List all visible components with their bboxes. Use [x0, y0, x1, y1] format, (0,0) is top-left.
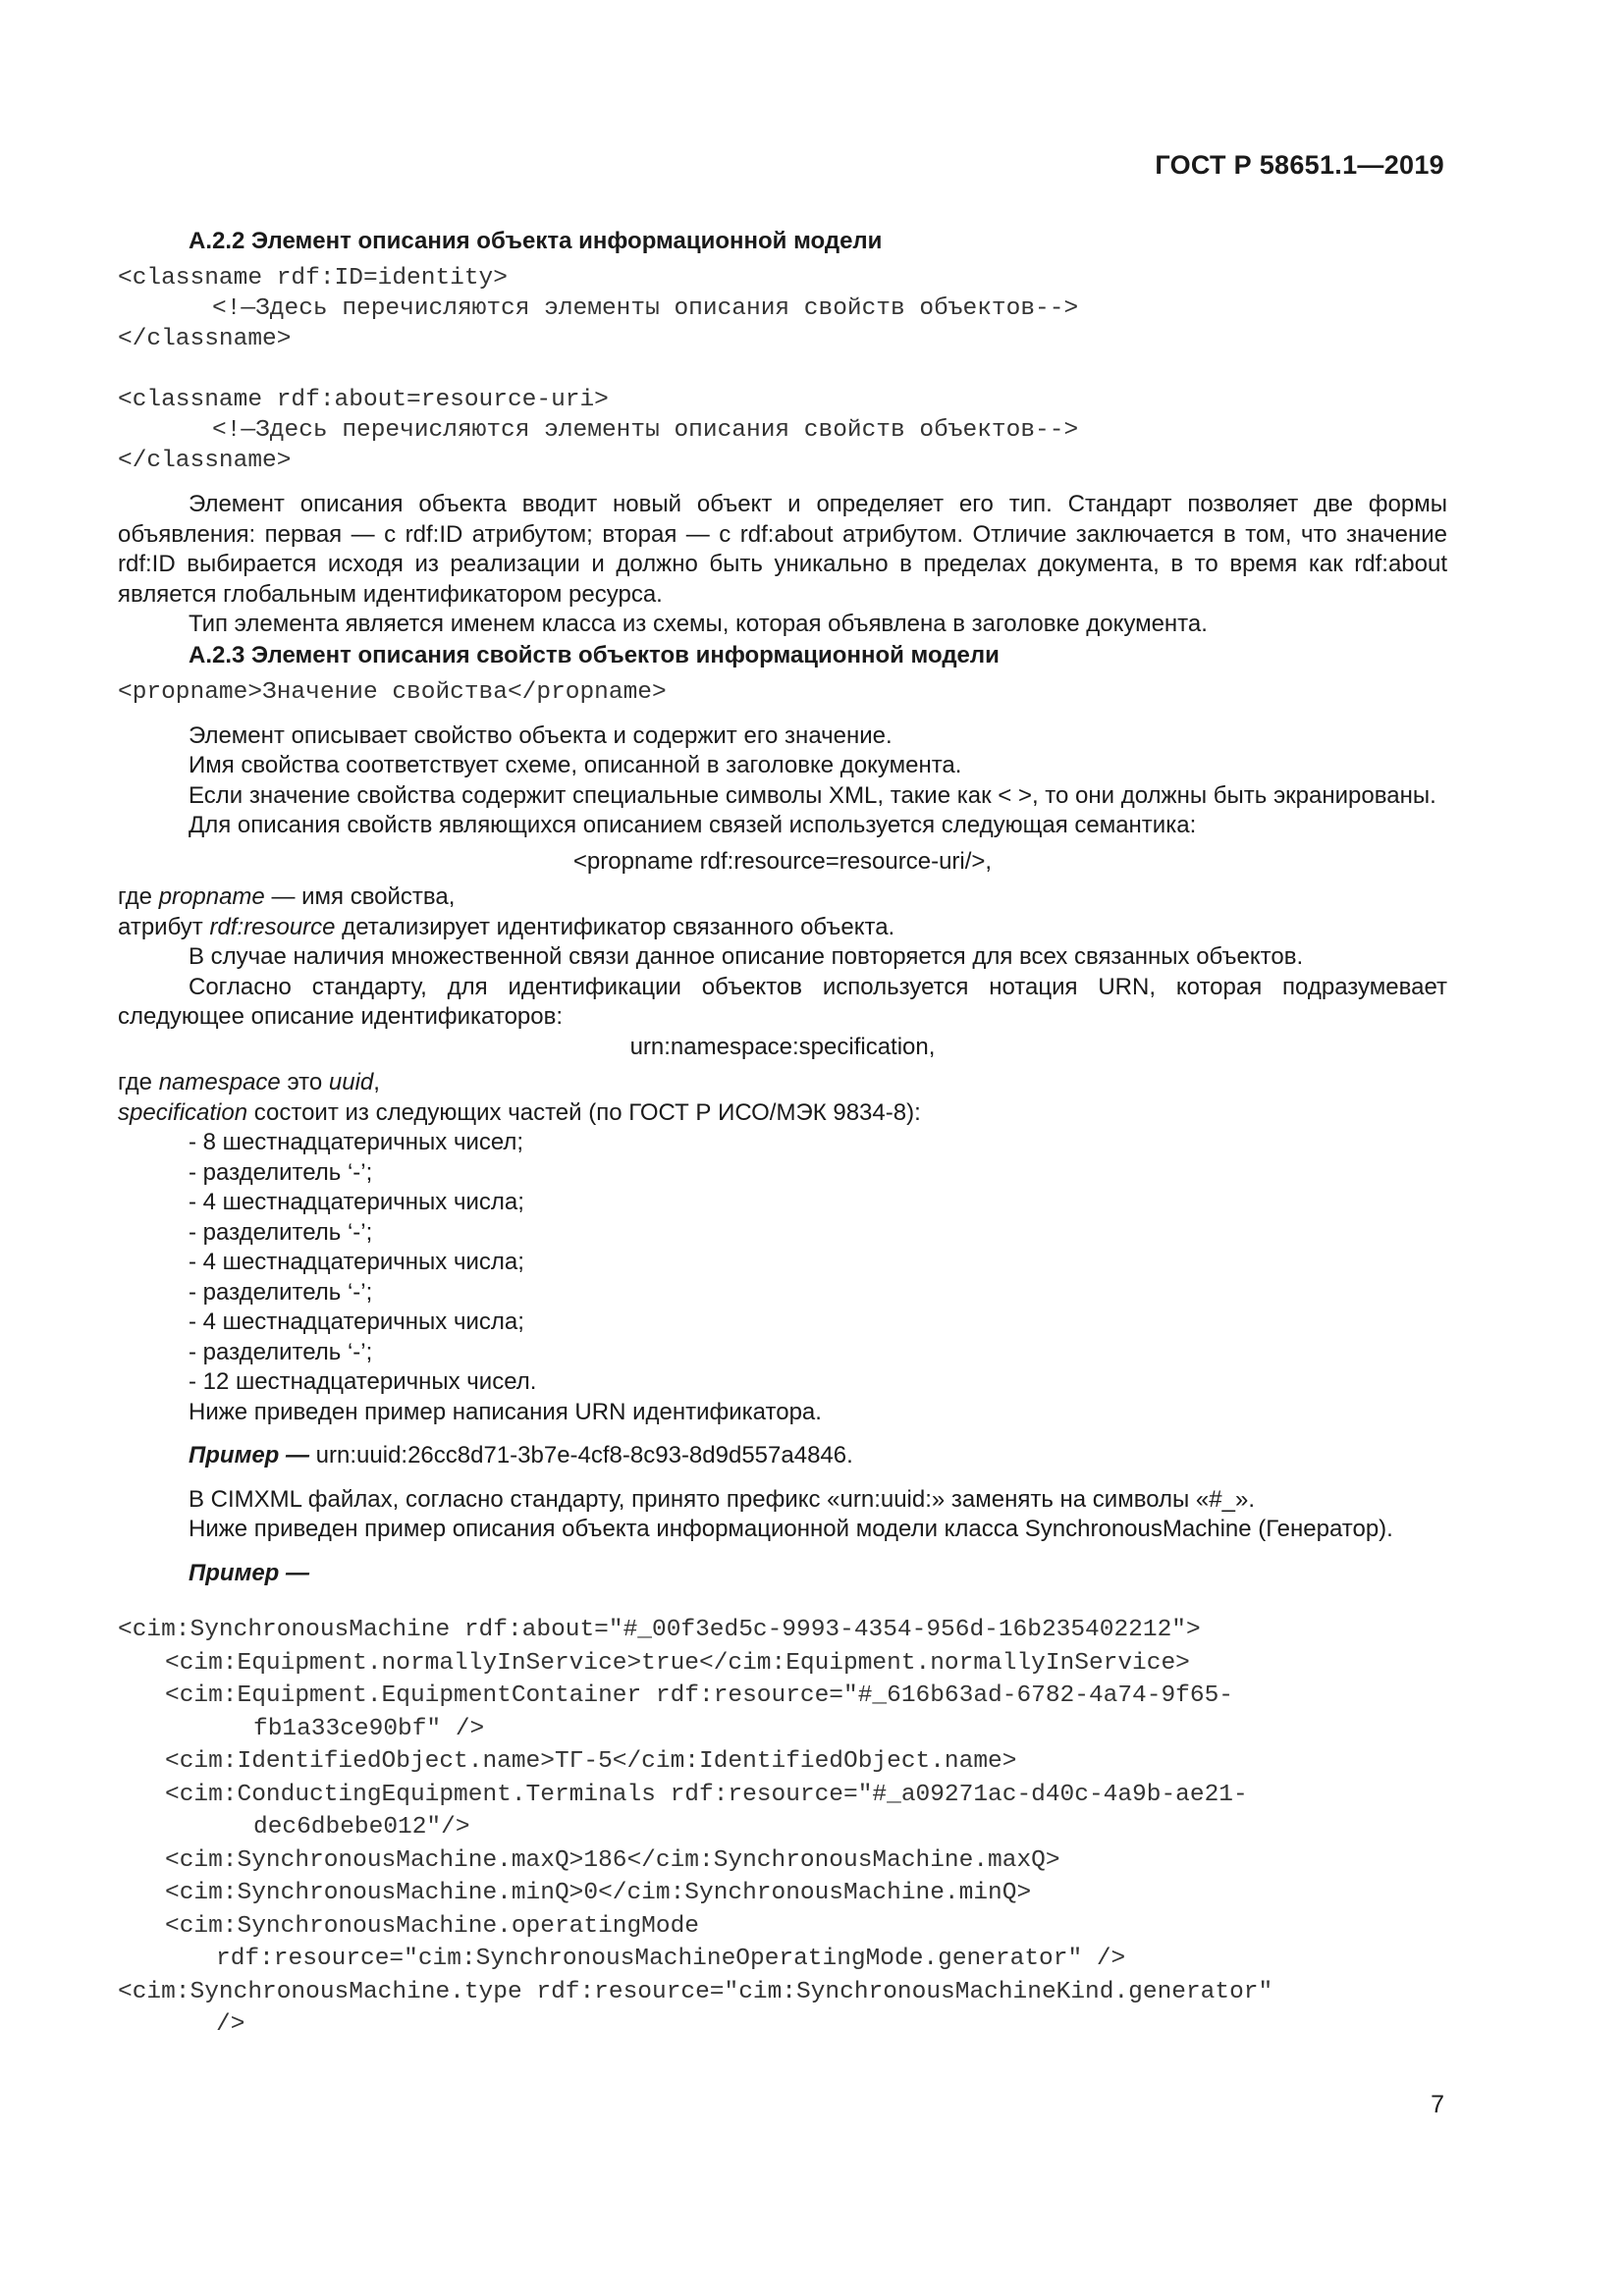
example-urn [118, 1441, 1447, 1471]
list-item: - 4 шестнадцатеричных числа; [189, 1249, 524, 1275]
code-line: <classname rdf:ID=identity> [118, 265, 508, 292]
example-label: Пример — [189, 1559, 310, 1586]
page-number: 7 [1431, 2091, 1444, 2118]
term: namespace [158, 1069, 281, 1095]
text: состоит из следующих частей (по ГОСТ Р ИСО/МЭК 9834-8): [247, 1098, 921, 1126]
paragraph: Тип элемента является именем класса из схемы, которая объявлена в заголовке документа. [189, 611, 1208, 637]
where-clause [118, 882, 1447, 913]
list-item: - разделитель ‘-’; [189, 1278, 373, 1306]
page-content [118, 226, 1447, 2042]
where-clause [118, 913, 1447, 943]
uuid-parts-list [118, 1128, 1447, 1398]
list-item: - 4 шестнадцатеричных числа; [189, 1308, 524, 1335]
xml-line: /> [216, 2011, 245, 2038]
xml-example [118, 1614, 1447, 2042]
text: атрибут [118, 913, 210, 940]
xml-line: <cim:Equipment.normallyInService>true</cim:Equipment.normallyInService> [165, 1649, 1190, 1677]
list-item: - разделитель ‘-’; [189, 1218, 373, 1246]
text: — имя свойства, [264, 883, 456, 910]
code-line: <!—Здесь перечисляются элементы описания свойств объектов--> [212, 295, 1079, 322]
section-a23-heading: А.2.3 Элемент описания свойств объектов информационной модели [189, 641, 1000, 668]
list-item: - разделитель ‘-’; [189, 1338, 373, 1365]
where-clause [118, 1068, 1447, 1098]
example-label: Пример — [189, 1442, 310, 1468]
paragraph: Если значение свойства содержит специальные символы XML, такие как < >, то они должны быть экранированы. [189, 781, 1436, 809]
list-item: - 12 шестнадцатеричных чисел. [189, 1368, 537, 1395]
paragraph: Для описания свойств являющихся описанием связей используется следующая семантика: [189, 812, 1197, 838]
section-a22-heading: А.2.2 Элемент описания объекта информационной модели [189, 228, 883, 254]
example-text: urn:uuid:26cc8d71-3b7e-4cf8-8c93-8d9d557a4846. [309, 1442, 853, 1468]
xml-line: fb1a33ce90bf" /> [253, 1715, 485, 1742]
text: где [118, 1069, 159, 1095]
code-block-rdf-id [118, 263, 1447, 354]
code-propname: <propname>Значение свойства</propname> [118, 678, 667, 706]
paragraph: Элемент описания объекта вводит новый объект и определяет его тип. Стандарт позволяет две формы объявления: первая — с rdf:ID атрибутом; вторая — с rdf:about атрибутом. Отличие заключается в том, что значение rdf:ID выбирается исходя из реализации и должно быть уникально в пределах документа, в то время как rdf:about является глобальным идентификатором ресурса. [118, 491, 1447, 608]
formula-propname-resource: <propname rdf:resource=resource-uri/>, [572, 847, 993, 875]
xml-line: <cim:SynchronousMachine.maxQ>186</cim:SynchronousMachine.maxQ> [165, 1846, 1060, 1874]
text: это [280, 1069, 329, 1095]
term: rdf:resource [209, 913, 336, 940]
text: детализирует идентификатор связанного объекта. [335, 913, 895, 940]
standard-header: ГОСТ Р 58651.1—2019 [1155, 150, 1444, 180]
code-line: <classname rdf:about=resource-uri> [118, 387, 609, 413]
paragraph: Согласно стандарту, для идентификации объектов используется нотация URN, которая подразумевает следующее описание идентификаторов: [118, 973, 1447, 1030]
code-block-rdf-about [118, 385, 1447, 476]
list-item: - 4 шестнадцатеричных числа; [189, 1189, 524, 1215]
code-line: <!—Здесь перечисляются элементы описания свойств объектов--> [212, 417, 1079, 444]
xml-line: <cim:SynchronousMachine.minQ>0</cim:SynchronousMachine.minQ> [165, 1880, 1032, 1906]
xml-line: dec6dbebe012"/> [253, 1814, 470, 1841]
paragraph: Ниже приведен пример написания URN идентификатора. [189, 1398, 822, 1425]
paragraph: В CIMXML файлах, согласно стандарту, принято префикс «urn:uuid:» заменять на символы «#_». [189, 1485, 1255, 1513]
term: uuid [328, 1069, 374, 1095]
xml-line: <cim:ConductingEquipment.Terminals rdf:resource="#_a09271ac-d40c-4a9b-ae21- [165, 1781, 1248, 1808]
text: где [118, 883, 159, 910]
xml-line: rdf:resource="cim:SynchronousMachineOperatingMode.generator" /> [216, 1946, 1126, 1972]
list-item: - 8 шестнадцатеричных чисел; [189, 1129, 524, 1155]
code-line: </classname> [118, 326, 292, 352]
term: specification [118, 1098, 248, 1126]
formula-urn: urn:namespace:specification, [629, 1033, 936, 1060]
paragraph: В случае наличия множественной связи данное описание повторяется для всех связанных объектов. [189, 943, 1304, 970]
xml-line: <cim:Equipment.EquipmentContainer rdf:resource="#_616b63ad-6782-4a74-9f65- [165, 1682, 1233, 1709]
xml-line: <cim:SynchronousMachine rdf:about="#_00f3ed5c-9993-4354-956d-16b235402212"> [118, 1617, 1201, 1643]
text: , [373, 1069, 380, 1095]
xml-line: <cim:SynchronousMachine.operatingMode [165, 1912, 699, 1940]
code-line: </classname> [118, 448, 292, 474]
example-label-2 [118, 1559, 1447, 1589]
paragraph: Имя свойства соответствует схеме, описанной в заголовке документа. [189, 752, 962, 778]
xml-line: <cim:SynchronousMachine.type rdf:resource="cim:SynchronousMachineKind.generator" [118, 1978, 1273, 2005]
xml-line: <cim:IdentifiedObject.name>ТГ-5</cim:IdentifiedObject.name> [165, 1748, 1017, 1775]
where-clause [118, 1098, 1447, 1129]
paragraph: Элемент описывает свойство объекта и содержит его значение. [189, 721, 893, 749]
paragraph: Ниже приведен пример описания объекта информационной модели класса SynchronousMachine (Генератор). [189, 1516, 1393, 1542]
term: propname [158, 883, 265, 910]
list-item: - разделитель ‘-’; [189, 1158, 373, 1186]
